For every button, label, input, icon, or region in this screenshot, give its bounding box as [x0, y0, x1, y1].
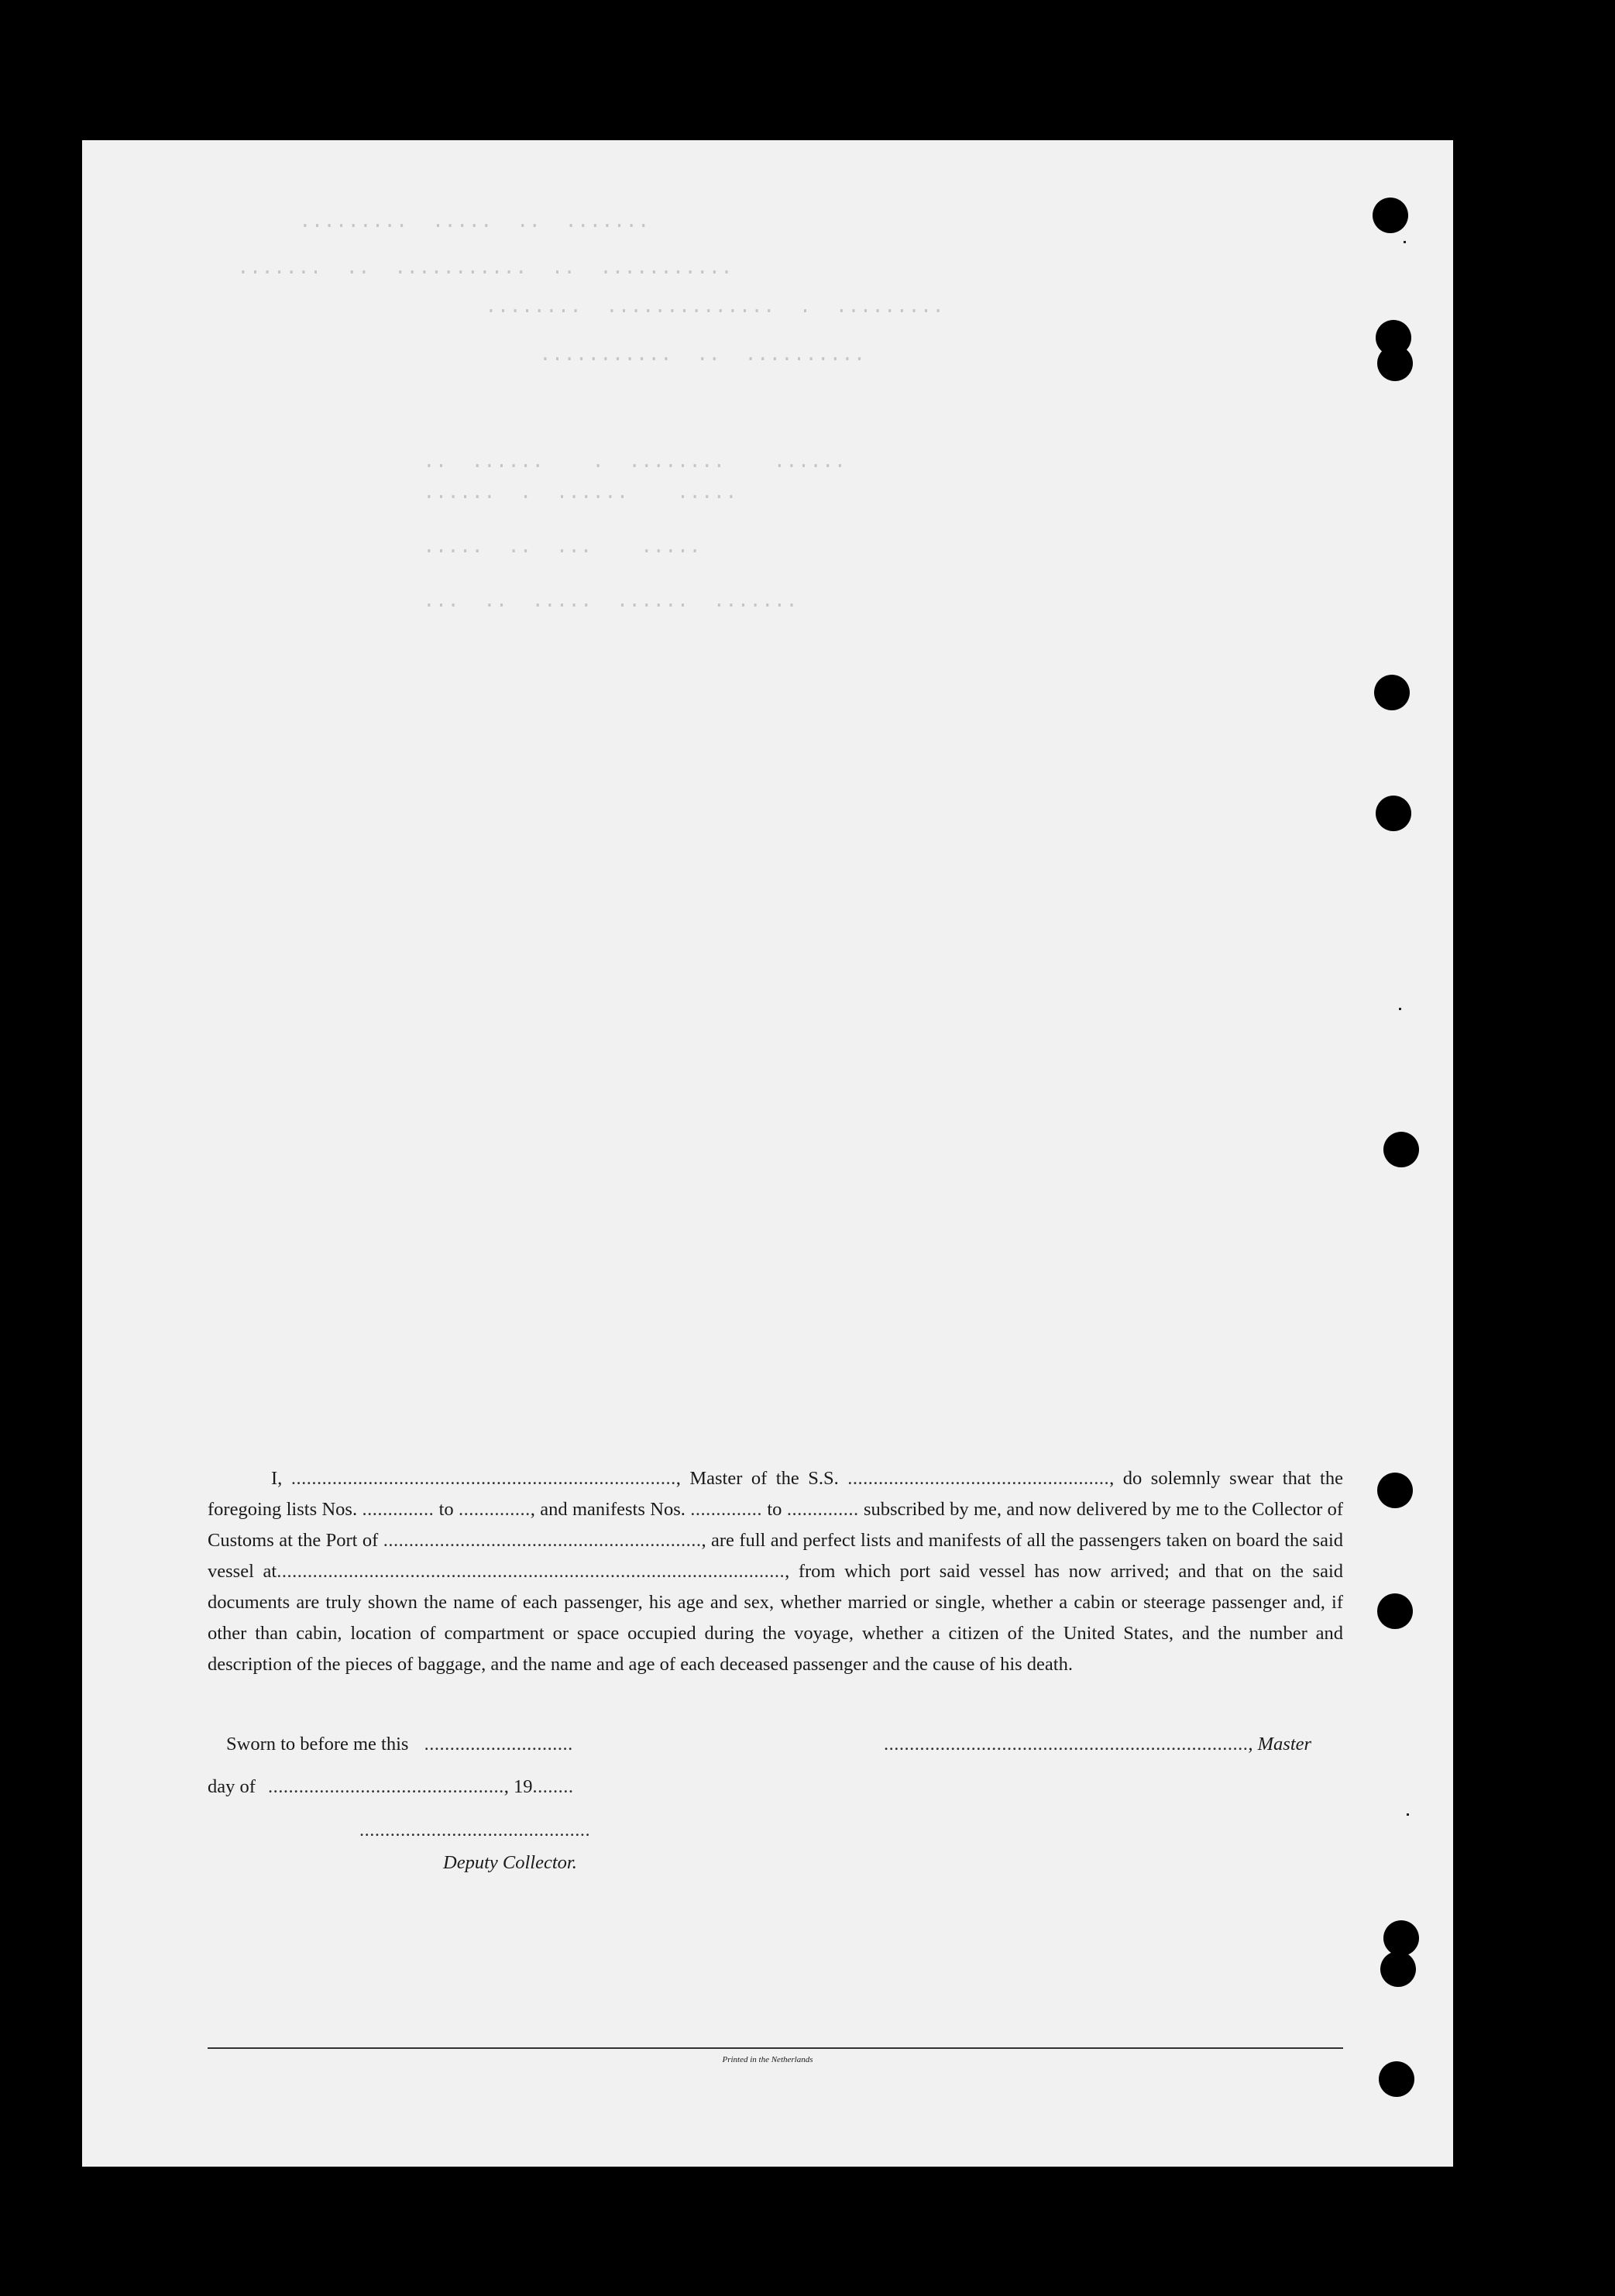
day-of-label: day of	[208, 1776, 256, 1797]
master-signature-row	[884, 1734, 1311, 1755]
deputy-signature-field: .............................................	[359, 1820, 591, 1841]
speck	[1399, 1008, 1401, 1010]
day-of-row	[208, 1776, 574, 1798]
punch-hole	[1373, 198, 1408, 233]
port-taken-field: ...................................................................................................	[277, 1561, 785, 1582]
speck	[1407, 1813, 1409, 1816]
day-of-field: ..............................................	[268, 1776, 504, 1797]
bleed-through-text: ......... . .............. ........	[485, 295, 944, 318]
subscribed-text: subscribed by me, and now	[863, 1499, 1072, 1520]
bleed-through-text: ..... ...... . ......	[423, 481, 737, 504]
master-label: , Master	[1248, 1734, 1312, 1755]
from-which-text: , from which	[785, 1561, 892, 1582]
year-prefix: , 19	[503, 1776, 533, 1797]
punch-hole	[1376, 796, 1411, 831]
punch-hole	[1383, 1132, 1419, 1167]
oath-line3-text: delivered by me to the Collector of Customs at the Port of	[208, 1499, 1344, 1551]
punch-hole	[1377, 345, 1413, 381]
bleed-through-text: ..... ... .. .....	[423, 535, 701, 559]
deputy-collector-text: Deputy Collector.	[443, 1852, 577, 1873]
and-manifests-text: , and manifests Nos.	[530, 1499, 686, 1520]
lists-from-field: ..............	[362, 1499, 435, 1520]
bleed-through-text: .......... .. ...........	[539, 343, 866, 366]
full-perfect-text: , are full and perfect lists and	[701, 1530, 924, 1551]
manifests-to-field: ..............	[786, 1499, 859, 1520]
bleed-through-text: ........... .. ........... .. .......	[237, 256, 733, 280]
oath-paragraph	[208, 1463, 1343, 1680]
to-text: to	[767, 1499, 782, 1520]
sworn-date-field: .............................	[424, 1734, 573, 1755]
do-solemnly-text: , do solemnly	[1109, 1468, 1221, 1489]
year-field: ........	[532, 1776, 574, 1797]
deputy-signature-line	[359, 1820, 590, 1841]
to-text: to	[438, 1499, 454, 1520]
punch-hole	[1383, 1920, 1419, 1956]
punch-hole	[1377, 1473, 1413, 1508]
oath-line4-text: manifests of all the passengers taken on board the said vessel at	[208, 1530, 1343, 1582]
sworn-label: Sworn to before me this	[226, 1734, 409, 1755]
punch-hole	[1380, 1951, 1416, 1987]
footer-rule	[208, 2047, 1343, 2049]
printed-in-label: Printed in the Netherlands	[722, 2055, 813, 2064]
oath-line2-text: swear that the foregoing lists Nos.	[208, 1468, 1343, 1520]
deputy-collector-label	[443, 1852, 577, 1874]
bleed-through-text: ...... ........ . ...... ..	[423, 450, 847, 473]
sworn-row	[226, 1734, 573, 1755]
bleed-through-text: ....... .. ..... .........	[299, 210, 650, 233]
oath-i: I,	[271, 1468, 283, 1489]
manifests-from-field: ..............	[690, 1499, 762, 1520]
punch-hole	[1377, 1593, 1413, 1629]
lists-to-field: ..............	[459, 1499, 531, 1520]
oath-body-text: port said vessel has now arrived; and that on the said documents are truly shown the name of each passenger, his age and sex, whether married or single, whether a cabin or steerage passenger and, if other than cabin, location of compartment or space occupied during the voyage, whether a citizen of the United States, and the number and description of the pieces of baggage, and the name and age of each deceased passenger and the cause of his death.	[208, 1561, 1344, 1675]
master-of-ss-text: , Master of the S.S.	[675, 1468, 839, 1489]
document-sheet	[82, 140, 1453, 2167]
port-field: ..............................................................	[383, 1530, 702, 1551]
punch-hole	[1379, 2061, 1414, 2097]
ship-name-field: ...................................................	[847, 1468, 1110, 1489]
master-name-field: ...........................................................................	[290, 1468, 676, 1489]
bleed-through-text: ....... ...... ..... .. ...	[423, 589, 798, 613]
master-signature-field: .......................................................................	[884, 1734, 1249, 1755]
speck	[1404, 241, 1406, 243]
punch-hole	[1374, 675, 1410, 710]
